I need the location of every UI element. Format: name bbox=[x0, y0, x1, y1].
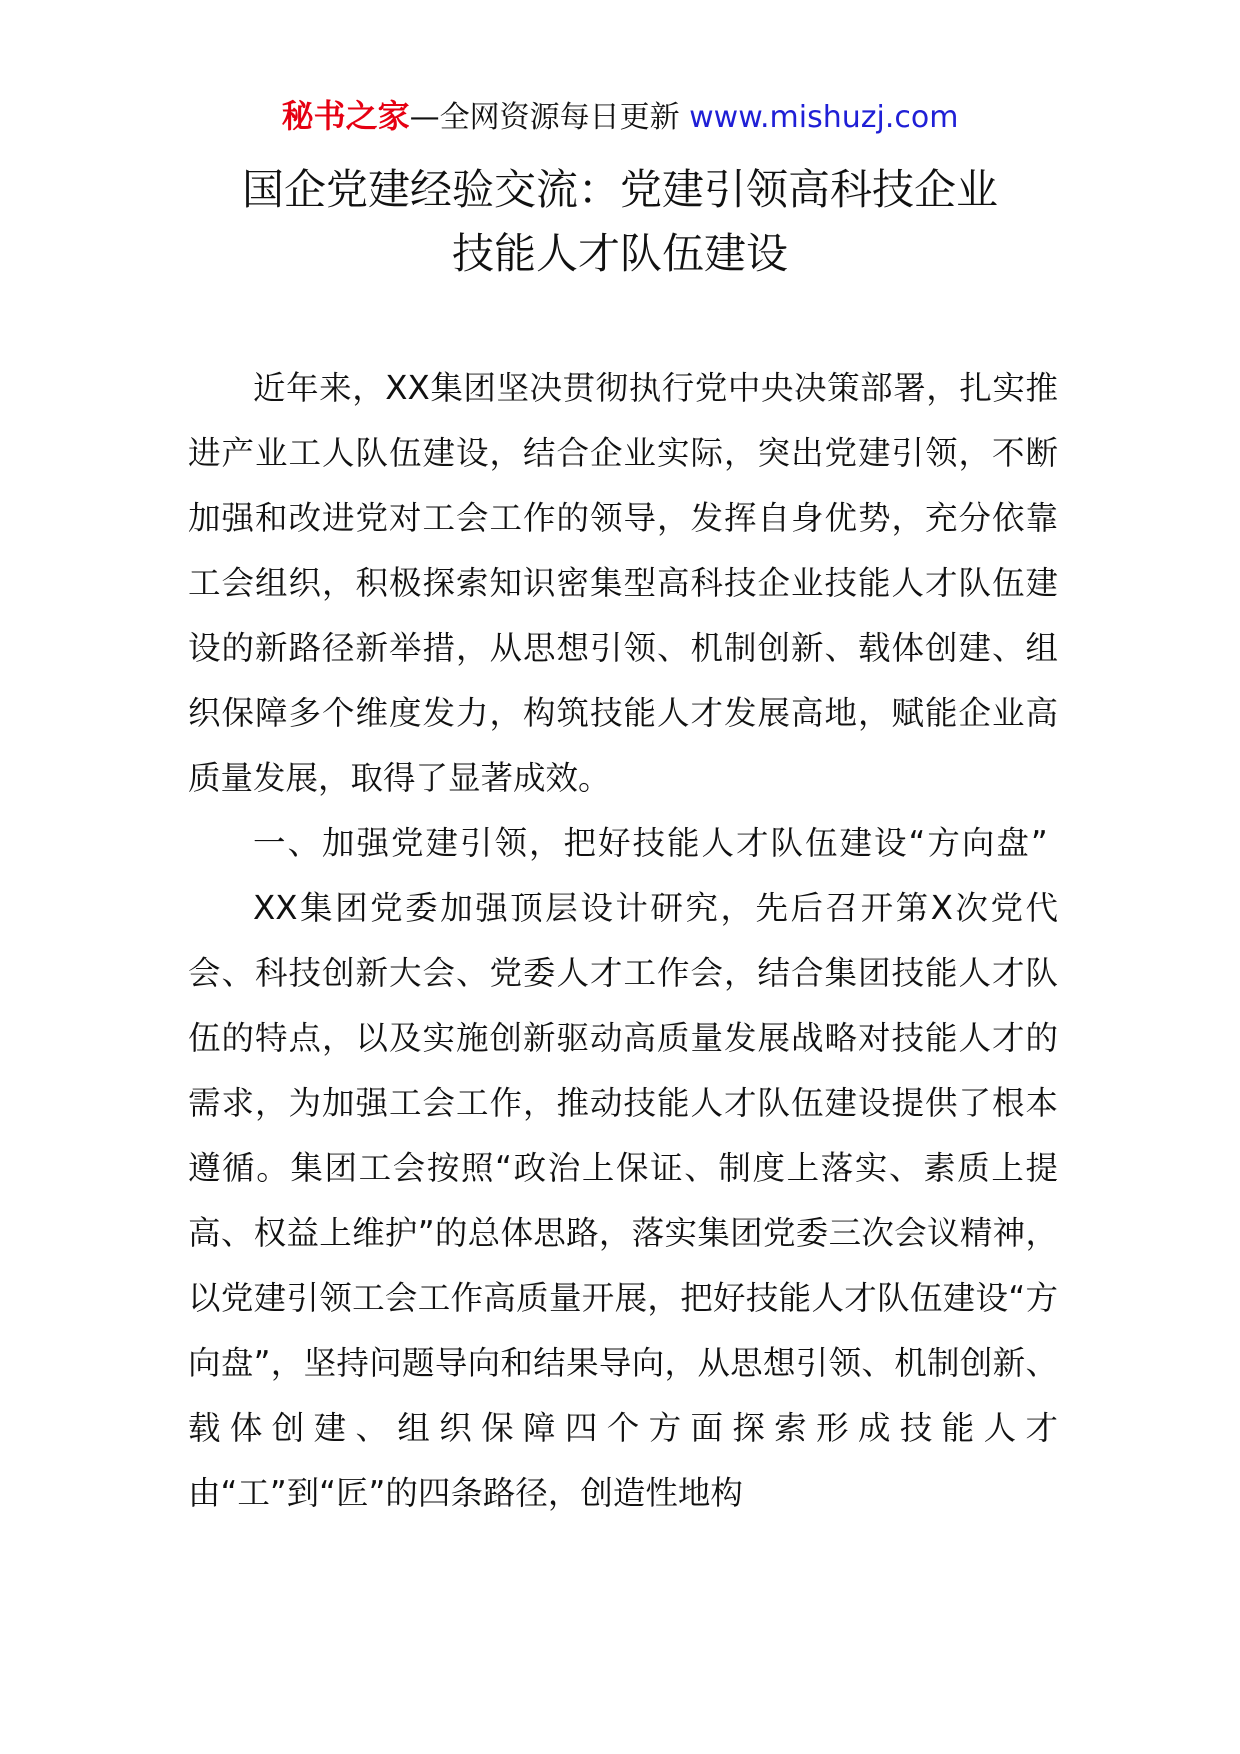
title-line-1: 国企党建经验交流：党建引领高科技企业 bbox=[241, 165, 998, 214]
document-body bbox=[188, 356, 1058, 1526]
website-link[interactable]: www.mishuzj.com bbox=[689, 100, 959, 135]
section-heading-1: 一、加强党建引领，把好技能人才队伍建设“方向盘” bbox=[253, 824, 1050, 862]
site-header bbox=[0, 96, 1240, 138]
header-tagline: —全网资源每日更新 bbox=[409, 100, 690, 135]
intro-paragraph: 近年来，XX集团坚决贯彻执行党中央决策部署，扎实推进产业工人队伍建设，结合企业实际，突出党建引领，不断加强和改进党对工会工作的领导，发挥自身优势，充分依靠工会组织，积极探索知识密集型高科技企业技能人才队伍建设的新路径新举措，从思想引领、机制创新、载体创建、组织保障多个维度发力，构筑技能人才发展高地，赋能企业高质量发展，取得了显著成效。 bbox=[188, 369, 1058, 797]
brand-name: 秘书之家 bbox=[281, 97, 410, 135]
title-line-2: 技能人才队伍建设 bbox=[451, 229, 788, 278]
section-paragraph-1: XX集团党委加强顶层设计研究，先后召开第X次党代会、科技创新大会、党委人才工作会，结合集团技能人才队伍的特点，以及实施创新驱动高质量发展战略对技能人才的需求，为加强工会工作，推动技能人才队伍建设提供了根本遵循。集团工会按照“政治上保证、制度上落实、素质上提高、权益上维护”的总体思路，落实集团党委三次会议精神，以党建引领工会工作高质量开展，把好技能人才队伍建设“方向盘”，坚持问题导向和结果导向，从思想引领、机制创新、载体创建、组织保障四个方面探索形成技能人才由“工”到“匠”的四条路径，创造性地构 bbox=[188, 889, 1058, 1512]
document-title bbox=[100, 158, 1140, 286]
